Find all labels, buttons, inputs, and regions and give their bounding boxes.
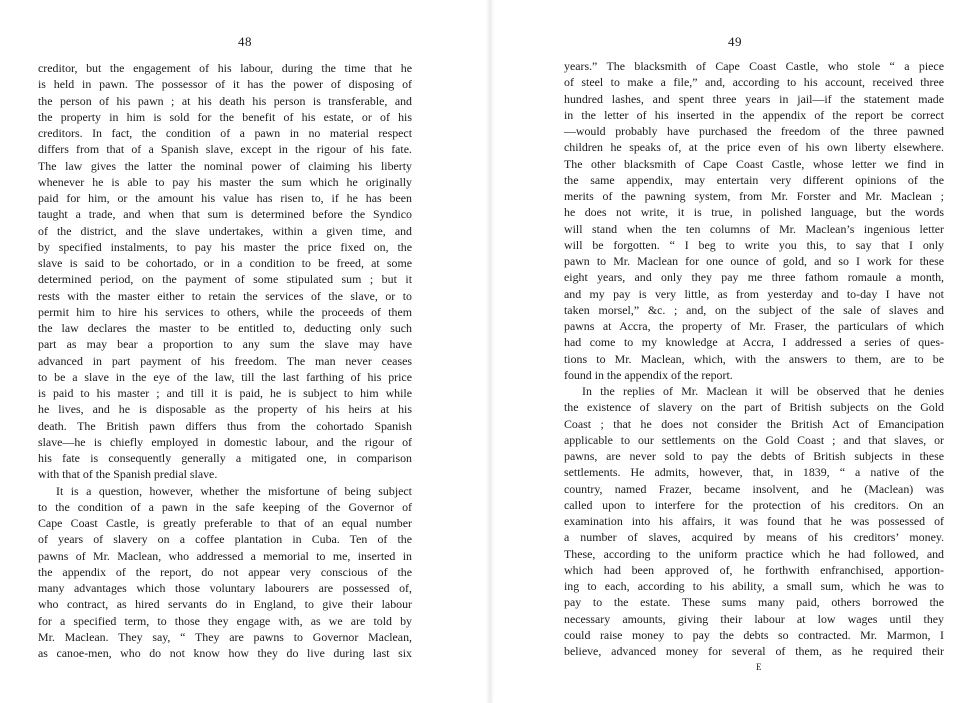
text-line: whenever he is able to pay his master the sum which he originally — [38, 174, 412, 189]
text-line: had come to my knowledge at Accra, I addressed a series of ques- — [564, 335, 944, 350]
text-line: children he speaks of, at the price even of his own liberty elsewhere. — [564, 140, 944, 155]
text-line: found in the appendix of the report. — [564, 367, 733, 382]
text-line: pawn to Mr. Maclean for one ounce of gold, and so I work for these — [564, 254, 944, 268]
page-number-left: 48 — [238, 34, 252, 49]
text-line: Cape Coast Castle, is greatly preferable to that of an equal number — [38, 516, 412, 530]
text-line: is held in pawn. The possessor of it has the power of disposing of — [38, 77, 412, 92]
text-line: —would probably have purchased the freedom of the three pawned — [564, 124, 944, 138]
text-line: to the condition of a pawn in the safe keeping of the Governor of — [38, 499, 412, 514]
text-line: of the district, and the slave undertakes, within a given time, and — [38, 223, 412, 238]
text-line: taken morsel,” &c. ; and, on the subject of the sale of slaves and — [564, 302, 944, 317]
text-line: is paid to his master ; and till it is paid, he is subject to him while — [38, 386, 412, 400]
text-line: and my pay is very little, as from yesterday and to-day I have not — [564, 286, 944, 301]
text-line: believe, advanced money for several of them, as he required their — [564, 644, 944, 658]
text-line: determined period, on the payment of some stipulated sum ; but it — [38, 272, 412, 287]
text-line: the property in him is sold for the benefit of his estate, or of his — [38, 109, 412, 124]
text-line: creditor, but the engagement of his labour, during the time that he — [38, 61, 412, 75]
text-line: many advantages which those voluntary labourers are possessed of, — [38, 581, 412, 595]
text-line: the person of his pawn ; at his death his person is transferable, and — [38, 93, 412, 108]
text-line: creditors. In fact, the condition of a pawn in no material respect — [38, 126, 412, 140]
text-line: of steel to make a file,” and, according to his account, received three — [564, 75, 944, 90]
text-line: eight years, and only they pay me three fathom romaule a month, — [564, 270, 944, 285]
text-line: the existence of slavery on the part of British subjects on the Gold — [564, 400, 944, 415]
text-line: In the replies of Mr. Maclean it will be observed that he denies — [582, 384, 944, 398]
text-line: which had been approved of, he forthwith enfranchised, apportion- — [564, 562, 944, 577]
text-line: paid for him, or the amount his value has risen to, if he has been — [38, 191, 412, 205]
text-line: death. The British pawn differs thus from the cohortado Spanish — [38, 418, 412, 433]
text-line: tions to Mr. Maclean, which, with the answers to them, are to be — [564, 351, 944, 366]
text-line: pawns of Mr. Maclean, who addressed a memorial to me, inserted in — [38, 548, 412, 563]
text-line: to be a slave in the eye of the law, till the last farthing of his price — [38, 369, 412, 384]
text-line: the law declares the master to be entitled to, deducting only such — [38, 321, 412, 335]
text-line: as canoe-men, who do not know how they do live during last six — [38, 646, 412, 660]
page-number-right: 49 — [728, 34, 742, 49]
text-line: examination into his affairs, it was found that he was possessed of — [564, 514, 944, 528]
left-page-body — [38, 60, 412, 661]
text-line: differs from that of a Spanish slave, except in the rigour of his fate. — [38, 142, 412, 157]
text-line: pay to the estate. These sums many paid, others borrowed the — [564, 595, 944, 610]
text-line: for a specified term, to those they engage with, as we are told by — [38, 613, 412, 628]
text-line: part as may bear a proportion to any sum the slave may have — [38, 337, 412, 352]
text-line: It is a question, however, whether the misfortune of being subject — [56, 483, 412, 498]
text-line: the appendix of the report, do not appear very conscious of the — [38, 564, 412, 579]
text-line: These, according to the uniform practice which he had followed, and — [564, 546, 944, 561]
text-line: slave is said to be cohortado, or in a condition to be freed, at some — [38, 256, 412, 270]
text-line: will be forgotten. “ I beg to write you this, to say that I only — [564, 237, 944, 252]
right-page-body — [564, 58, 944, 659]
text-line: by specified instalments, to pay his master the price fixed on, the — [38, 239, 412, 254]
text-line: pawns at Accra, the property of Mr. Fraser, the particulars of which — [564, 319, 944, 333]
page-gutter — [486, 0, 494, 703]
text-line: with that of the Spanish predial slave. — [38, 467, 218, 482]
text-line: merits of the pawning system, from Mr. Forster and Mr. Maclean ; — [564, 189, 944, 203]
text-line: years.” The blacksmith of Cape Coast Castle, who stole “ a piece — [564, 59, 944, 73]
text-line: hundred lashes, and spent three years in jail—if the statement made — [564, 91, 944, 106]
text-line: necessary amounts, giving their labour at low wages until they — [564, 611, 944, 626]
text-line: Coast ; that he does not consider the British Act of Emancipation — [564, 416, 944, 431]
text-line: he lives, and he is disposable as the property of his heirs at his — [38, 402, 412, 417]
text-line: The law gives the latter the nominal power of claiming his liberty — [38, 158, 412, 173]
text-line: the same appendix, may entertain very different opinions of the — [564, 172, 944, 187]
text-line: settlements. He admits, however, that, in 1839, “ a native of the — [564, 465, 944, 480]
text-line: country, named Frazer, became insolvent, and he (Maclean) was — [564, 481, 944, 496]
text-line: called upon to interfere for the protection of his creditors. On an — [564, 497, 944, 512]
text-line: a number of slaves, acquired by means of his creditors’ money. — [564, 530, 944, 545]
text-line: rests with the master either to retain the services of the slave, or to — [38, 288, 412, 303]
text-line: advanced in part payment of his freedom. The man never ceases — [38, 353, 412, 368]
text-line: will stand when the ten columns of Mr. Maclean’s ingenious letter — [564, 221, 944, 236]
text-line: slave—he is chiefly employed in domestic labour, and the rigour of — [38, 434, 412, 449]
text-line: he does not write, it is true, in polished language, but the words — [564, 205, 944, 220]
signature-mark: E — [756, 662, 762, 672]
text-line: Mr. Maclean. They say, “ They are pawns to Governor Maclean, — [38, 629, 412, 644]
text-line: permit him to hire his services to others, while the proceeds of them — [38, 304, 412, 319]
text-line: taught a trade, and when that sum is determined before the Syndico — [38, 207, 412, 222]
text-line: ing to each, according to his ability, a small sum, which he was to — [564, 579, 944, 593]
text-line: applicable to our settlements on the Gold Coast ; and that slaves, or — [564, 432, 944, 447]
text-line: his fate is consequently generally a mitigated one, in comparison — [38, 451, 412, 465]
text-line: pawns, are never sold to pay the debts of British subjects in these — [564, 449, 944, 463]
text-line: in the letter of his inserted in the appendix of the report be correct — [564, 107, 944, 122]
text-line: of years of slavery on a coffee plantation in Cuba. Ten of the — [38, 532, 412, 547]
text-line: who contract, as hired servants do in England, to give their labour — [38, 597, 412, 612]
text-line: could raise money to pay the debts so contracted. Mr. Marmon, I — [564, 627, 944, 642]
text-line: The other blacksmith of Cape Coast Castle, whose letter we find in — [564, 156, 944, 171]
